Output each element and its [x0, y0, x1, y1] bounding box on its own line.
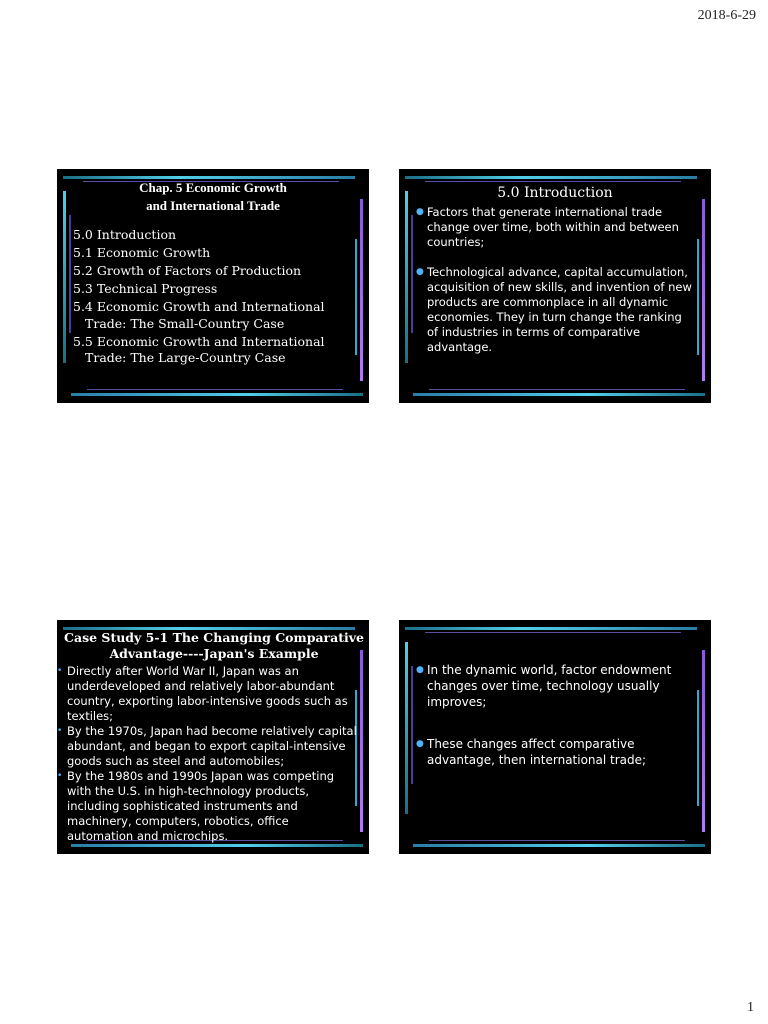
bullet-dot-icon: • — [57, 666, 63, 676]
bullet-dot-icon: ● — [416, 739, 424, 749]
bullet-item — [415, 662, 687, 710]
bullet-list — [415, 205, 695, 370]
slide-title-line: Chap. 5 Economic Growth — [139, 180, 287, 195]
bullet-text: By the 1970s, Japan had become relatively capital abundant, and began to export capital-intensive goods such as steel and automobiles; — [67, 724, 357, 768]
outline-item: 5.5 Economic Growth and International Trade: The Large-Country Case — [73, 333, 325, 365]
frame-line — [360, 650, 363, 832]
frame-line — [697, 239, 699, 355]
frame-line — [413, 844, 705, 847]
outline-item: 5.3 Technical Progress — [73, 281, 218, 296]
slide-2-introduction — [399, 169, 711, 403]
bullet-text: By the 1980s and 1990s Japan was competing with the U.S. in high-technology products, including sophisticated instruments and machinery, computers, robotics, office automation and microchips. — [67, 769, 335, 843]
frame-line — [429, 389, 685, 390]
frame-line — [425, 632, 681, 633]
frame-line — [71, 844, 363, 847]
bullet-text: Factors that generate international trade change over time, both within and between countries; — [427, 205, 679, 249]
bullet-dot-icon: ● — [416, 267, 424, 277]
bullet-list — [57, 664, 357, 844]
outline-item: 5.4 Economic Growth and International Trade: The Small-Country Case — [73, 299, 325, 331]
frame-line — [405, 642, 408, 814]
bullet-item — [415, 205, 695, 250]
bullet-text: Directly after World War II, Japan was an underdeveloped and relatively labor-abundant country, exporting labor-intensive goods such as textiles; — [67, 664, 348, 723]
frame-line — [702, 199, 705, 381]
frame-line — [405, 176, 697, 179]
frame-line — [429, 840, 685, 841]
frame-line — [411, 666, 413, 784]
slide-title-line: Case Study 5-1 The Changing Comparative — [64, 630, 364, 645]
slide-title-line: Advantage----Japan's Example — [109, 646, 319, 661]
frame-line — [405, 627, 697, 630]
frame-line — [360, 199, 363, 381]
frame-line — [63, 191, 66, 363]
bullet-dot-icon: ● — [416, 665, 424, 675]
bullet-item — [57, 664, 357, 724]
date-header: 2018-6-29 — [697, 8, 756, 23]
slide-title — [77, 179, 349, 215]
slide-title — [59, 630, 369, 662]
frame-line — [87, 389, 343, 390]
frame-line — [71, 393, 363, 396]
bullet-dot-icon: • — [57, 771, 63, 781]
slide-title-line: and International Trade — [146, 198, 280, 213]
frame-line — [405, 191, 408, 363]
bullet-item — [57, 724, 357, 769]
slide-1-chapter-outline — [57, 169, 369, 403]
slide-3-case-study — [57, 620, 369, 854]
bullet-item — [415, 736, 687, 768]
bullet-text: Technological advance, capital accumulation, acquisition of new skills, and invention of new products are commonplace in all dynamic economies. They in turn change the ranking of industries in terms of comparative advantage. — [427, 265, 692, 354]
outline-list — [73, 227, 359, 368]
bullet-dot-icon: ● — [416, 207, 424, 217]
outline-item: 5.1 Economic Growth — [73, 245, 211, 260]
frame-line — [425, 181, 681, 182]
outline-item: 5.2 Growth of Factors of Production — [73, 263, 302, 278]
frame-line — [697, 690, 699, 806]
frame-line — [411, 215, 413, 333]
bullet-list — [415, 662, 687, 794]
slide-4-dynamic-world — [399, 620, 711, 854]
frame-line — [69, 215, 71, 333]
bullet-text: These changes affect comparative advantage, then international trade; — [427, 737, 647, 767]
frame-line — [702, 650, 705, 832]
bullet-text: In the dynamic world, factor endowment changes over time, technology usually improves; — [427, 663, 672, 709]
outline-item: 5.0 Introduction — [73, 227, 177, 242]
bullet-item — [415, 265, 695, 355]
bullet-dot-icon: • — [57, 726, 63, 736]
bullet-item — [57, 769, 357, 844]
frame-line — [413, 393, 705, 396]
page-number: 1 — [747, 1000, 754, 1015]
slide-title: 5.0 Introduction — [497, 185, 613, 201]
